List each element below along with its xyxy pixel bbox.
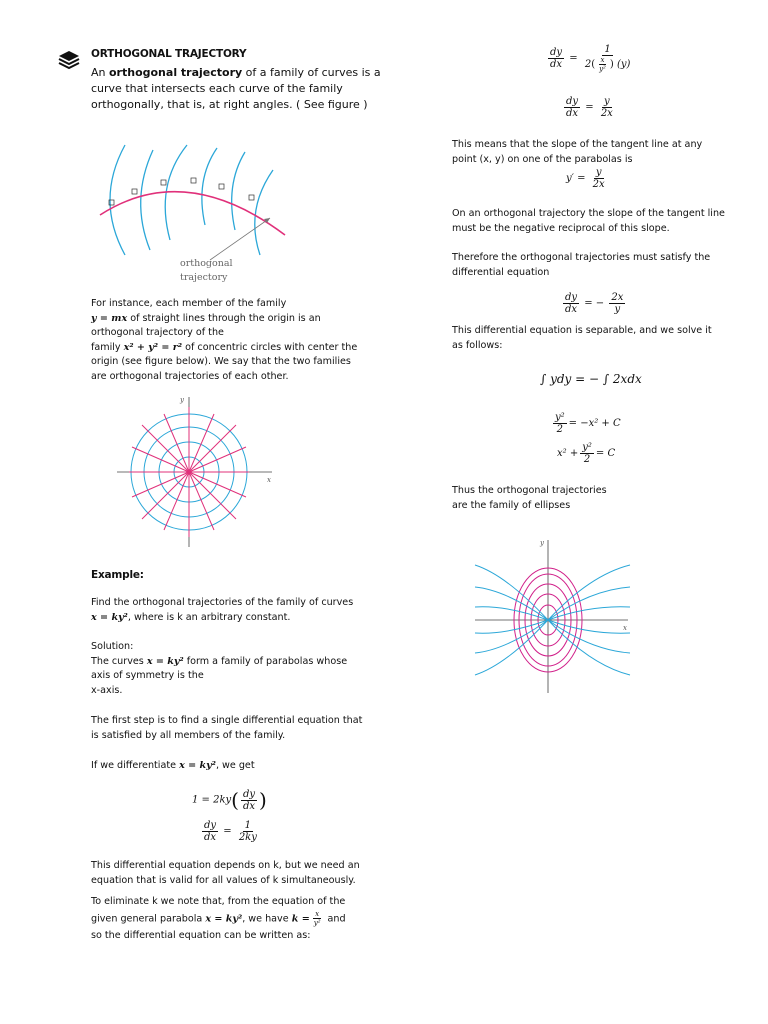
p1-math-1: y = mx (91, 312, 128, 324)
eq2-den: 2ky (238, 832, 257, 843)
orthogonal-trajectory-figure (95, 140, 295, 290)
sol-line-3: x-axis. (91, 684, 123, 696)
intro-term: orthogonal trajectory (109, 66, 243, 79)
eq2-num: 1 (244, 820, 252, 831)
p1-line-5: origin (see figure below). We say that the two families (91, 356, 351, 367)
thus-line-2: are the family of ellipses (452, 499, 571, 511)
ex-math: x = ky² (91, 611, 128, 623)
there-line-2: differential equation (452, 266, 550, 278)
stack-icon (58, 50, 80, 70)
eliminate-paragraph: To eliminate k we note that, from the equation of the given general parabola x = ky², we have k = $\frac{x}{\text{y²}}$ and so the differential equation can be written as: (91, 895, 381, 943)
solution-eq-2: x² + $\frac{\text{y²}}{2}$ = C (557, 442, 616, 465)
step-line-2: is satisfied by all members of the family. (91, 729, 286, 741)
p1-line-6: are orthogonal trajectories of each other. (91, 370, 289, 382)
yprime-den: 2x (592, 179, 605, 190)
thus-line-1: Thus the orthogonal trajectories (452, 485, 607, 496)
sol-math: x = ky² (146, 655, 184, 667)
solution-block (91, 640, 381, 698)
eqB-num: y (603, 96, 610, 107)
sol-line-2: axis of symmetry is the (91, 670, 204, 681)
fig1-label-2: trajectory (180, 272, 228, 283)
eq1-lhs: 1 = 2ky (192, 794, 232, 806)
equation-b: $\frac{dy}{dx}$ = $\frac{y}{2x}$ (566, 96, 613, 119)
elim-line-1: To eliminate k we note that, from the equation of the (91, 896, 346, 907)
equation-yprime (566, 167, 609, 190)
elim-line-2b: , we have (242, 913, 292, 924)
elim-math-1: x = ky² (205, 913, 243, 924)
there-line-1: Therefore the orthogonal trajectories must satisfy the (452, 252, 711, 263)
sol2-lhs: x² + (557, 448, 579, 459)
p1-line-2: of straight lines through the origin is an (127, 312, 321, 324)
intro-text-c: of a family of curves is a (242, 66, 381, 79)
trajectory-curve (100, 192, 285, 235)
fig1-label-1: orthogonal (180, 258, 233, 269)
fig2-x-label: x (267, 476, 271, 484)
eqB-den: 2x (600, 108, 613, 119)
differentiate-paragraph (91, 759, 381, 774)
p1-line-3: orthogonal trajectory of the (91, 327, 224, 338)
example-paragraph (91, 297, 381, 384)
eqC-den: y (614, 304, 621, 315)
p1-math-2: x² + y² = r² (123, 341, 183, 353)
diff-text-a: If we differentiate (91, 760, 180, 771)
integral-equation: ∫ ydy = − ∫ 2xdx (540, 372, 642, 386)
eqC-num: 2x (611, 292, 624, 303)
sol-line-1a: The curves (91, 655, 147, 667)
sol2-rhs: = C (595, 448, 616, 459)
dep-line-2: equation that is valid for all values of k simultaneously. (91, 874, 356, 886)
intro-line-2: curve that intersects each curve of the family (91, 82, 343, 95)
therefore-paragraph (452, 251, 752, 280)
equation-c: $\frac{dy}{dx}$ = − $\frac{2x}{y}$ (565, 292, 624, 315)
sep-line-2: as follows: (452, 339, 503, 351)
sol1-rhs: = −x² + C (568, 418, 621, 429)
sep-line-1: This differential equation is separable, and we solve it (452, 325, 712, 336)
sol-line-1b: form a family of parabolas whose (183, 655, 348, 667)
section-heading: ORTHOGONAL TRAJECTORY (91, 48, 247, 60)
step-line-1: The first step is to find a single differential equation that (91, 715, 363, 726)
circles-lines-figure (112, 392, 277, 552)
orth-line-1: On an orthogonal trajectory the slope of the tangent line (452, 208, 725, 219)
means-line-1: This means that the slope of the tangent line at any (452, 139, 703, 150)
intro-line-3: orthogonally, that is, at right angles. ( See figure ) (91, 98, 368, 111)
example-heading: Example: (91, 569, 144, 581)
ex-line-1: Find the orthogonal trajectories of the family of curves (91, 597, 354, 608)
intro-text-a: An (91, 66, 109, 79)
first-step-paragraph (91, 714, 381, 743)
elim-line-2c: and (324, 913, 346, 924)
fig3-x-label: x (623, 624, 627, 632)
diff-text-b: , we get (215, 760, 255, 771)
ellipses-parabolas-figure (470, 535, 635, 695)
elim-line-2a: given general parabola (91, 913, 206, 924)
yprime-num: y (595, 167, 602, 178)
fig2-y-label: y (180, 396, 184, 404)
orthogonal-slope-paragraph (452, 207, 752, 236)
separable-paragraph (452, 324, 752, 353)
equation-a: $\frac{dy}{dx}$ = 1 2( $\frac{x}{\text{y²}}$ ) (y) (550, 44, 631, 73)
depends-paragraph (91, 859, 381, 888)
diff-math: x = ky² (179, 760, 216, 771)
p1-line-1: For instance, each member of the family (91, 298, 287, 309)
means-paragraph (452, 138, 752, 167)
ex-line-2: , where is k an arbitrary constant. (127, 611, 291, 623)
fig3-y-label: y (540, 539, 544, 547)
equation-1: 1 = 2ky( $\frac{dy}{dx}$ ) (192, 788, 267, 812)
elim-line-3: so the differential equation can be written as: (91, 929, 311, 941)
dep-line-1: This differential equation depends on k, but we need an (91, 860, 360, 871)
p1-line-4b: of concentric circles with center the (182, 341, 358, 353)
intro-paragraph (91, 65, 381, 113)
equation-2: $\frac{dy}{dx}$ = $\frac{1}{2ky}$ (204, 820, 257, 843)
example-question (91, 596, 381, 625)
thus-paragraph (452, 484, 752, 513)
means-line-2: point (x, y) on one of the parabolas is (452, 153, 633, 165)
yprime-lhs: y′ = (566, 173, 586, 184)
solution-eq-1: $\frac{\text{y²}}{2}$ = −x² + C (555, 412, 621, 435)
orth-line-2: must be the negative reciprocal of this slope. (452, 222, 670, 234)
eqA-num: 1 (604, 44, 611, 55)
elim-math-2: k = (291, 913, 310, 924)
solution-label: Solution: (91, 641, 134, 652)
p1-line-4a: family (91, 341, 124, 353)
